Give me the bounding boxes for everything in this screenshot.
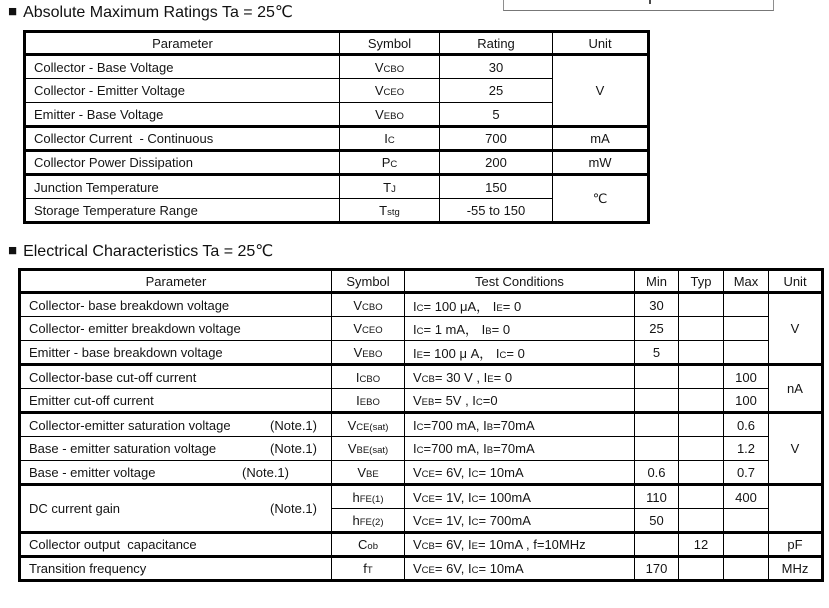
cell-symbol — [332, 341, 405, 365]
cell-test-conditions — [405, 413, 635, 437]
parameter-label: Base - emitter voltage — [29, 464, 156, 480]
symbol-value: ICBO — [355, 369, 381, 385]
min-value: 30 — [649, 297, 664, 313]
unit-value: pF — [787, 537, 803, 552]
symbol-value: TJ — [383, 179, 396, 195]
cell-parameter — [25, 151, 340, 175]
symbol-value: VCEO — [353, 321, 383, 336]
parameter-label: Collector-base cut-off current — [29, 369, 197, 385]
symbol-value: VEBO — [375, 106, 404, 122]
cell-test-conditions — [405, 389, 635, 413]
cell-min — [635, 509, 679, 533]
cell-min — [635, 317, 679, 341]
cell-test-conditions — [405, 317, 635, 341]
cell-typ — [679, 341, 724, 365]
cell-rating — [440, 127, 553, 151]
table-row — [20, 437, 823, 461]
cell-max — [724, 461, 769, 485]
min-value: 50 — [649, 512, 664, 528]
max-value: 400 — [735, 489, 757, 505]
symbol-value: fT — [363, 561, 373, 576]
unit-value: V — [790, 321, 800, 336]
rating-value: 700 — [485, 131, 507, 146]
cell-max — [724, 317, 769, 341]
parameter-label: Transition frequency — [29, 561, 147, 576]
cell-min — [635, 341, 679, 365]
symbol-value: VBE(sat) — [347, 441, 389, 456]
section-title-electrical-characteristics — [8, 241, 273, 261]
header-symbol: Symbol — [340, 32, 440, 55]
cell-rating — [440, 151, 553, 175]
rating-value: 5 — [492, 106, 500, 122]
cell-parameter — [20, 317, 332, 341]
parameter-label: Collector - Base Voltage — [34, 59, 174, 75]
table-row — [25, 55, 649, 79]
cell-rating — [440, 103, 553, 127]
cell-max — [724, 341, 769, 365]
cell-symbol — [340, 103, 440, 127]
table-row — [20, 317, 823, 341]
cell-symbol — [340, 127, 440, 151]
test-conditions-value: VCB= 30 V , IE= 0 — [413, 369, 513, 385]
cell-parameter — [20, 413, 332, 437]
test-conditions-value: VCB= 6V, IE= 10mA , f=10MHz — [413, 537, 586, 552]
table-row — [20, 413, 823, 437]
symbol-value: hFE(1) — [352, 489, 384, 505]
cutoff-text-fragment — [649, 0, 651, 4]
section-title-absolute-maximum-ratings — [8, 2, 293, 22]
cell-typ — [679, 437, 724, 461]
cell-min — [635, 365, 679, 389]
test-conditions-value: VCE= 6V, IC= 10mA — [413, 464, 524, 480]
symbol-value: VCEO — [374, 83, 405, 98]
header-unit: Unit — [553, 32, 649, 55]
cell-symbol — [332, 485, 405, 509]
cell-typ — [679, 533, 724, 557]
cell-typ — [679, 389, 724, 413]
cell-typ — [679, 557, 724, 581]
parameter-label: Collector - Emitter Voltage — [34, 83, 186, 98]
cell-typ — [679, 365, 724, 389]
square-bullet-icon: ■ — [8, 241, 18, 259]
cell-max — [724, 485, 769, 509]
absolute-maximum-ratings-table — [23, 30, 650, 224]
unit-value: ℃ — [592, 190, 608, 206]
cell-test-conditions — [405, 533, 635, 557]
typ-value: 12 — [693, 537, 709, 552]
rating-value: 30 — [488, 59, 504, 75]
cell-min — [635, 293, 679, 317]
cell-parameter — [20, 557, 332, 581]
table-row — [25, 151, 649, 175]
cell-symbol — [332, 461, 405, 485]
table-row — [20, 293, 823, 317]
test-conditions-value: VCE= 1V, IC= 700mA — [413, 512, 531, 528]
cell-unit — [553, 55, 649, 127]
table-row — [20, 557, 823, 581]
cell-unit — [553, 151, 649, 175]
note-reference: (Note.1) — [270, 441, 317, 456]
cell-parameter — [20, 365, 332, 389]
cell-typ — [679, 413, 724, 437]
parameter-label: Collector Power Dissipation — [34, 155, 193, 170]
cell-parameter — [25, 127, 340, 151]
test-conditions-value: IE= 100 μ A， IC= 0 — [413, 345, 525, 361]
header-unit: Unit — [769, 270, 823, 293]
unit-value: mW — [588, 155, 612, 170]
table-row — [20, 389, 823, 413]
min-value: 110 — [646, 489, 667, 505]
cell-parameter — [20, 485, 332, 533]
cell-symbol — [332, 413, 405, 437]
cell-symbol — [340, 199, 440, 223]
unit-value: MHz — [781, 561, 809, 576]
symbol-value: Cob — [358, 537, 378, 552]
cell-parameter — [25, 199, 340, 223]
cell-test-conditions — [405, 509, 635, 533]
unit-value: V — [790, 441, 800, 456]
note-reference: (Note.1) — [270, 501, 317, 516]
cell-rating — [440, 175, 553, 199]
cell-test-conditions — [405, 437, 635, 461]
cell-rating — [440, 79, 553, 103]
cell-parameter — [20, 293, 332, 317]
section-title-text: Absolute Maximum Ratings Ta = 25℃ — [23, 4, 293, 21]
cell-max — [724, 509, 769, 533]
symbol-value: PC — [381, 155, 398, 170]
symbol-value: VBE — [357, 464, 379, 480]
unit-value: nA — [787, 381, 803, 396]
parameter-label: Junction Temperature — [34, 179, 159, 195]
parameter-label: Base - emitter saturation voltage — [29, 441, 217, 456]
max-value: 0.7 — [736, 464, 756, 480]
cell-test-conditions — [405, 341, 635, 365]
parameter-label: Collector Current - Continuous — [34, 131, 214, 146]
cell-unit — [769, 413, 823, 485]
cell-typ — [679, 461, 724, 485]
min-value: 170 — [645, 561, 668, 576]
max-value: 0.6 — [736, 417, 756, 433]
rating-value: 200 — [485, 155, 507, 170]
cell-parameter — [25, 79, 340, 103]
test-conditions-value: VCE= 6V, IC= 10mA — [413, 561, 524, 576]
cell-symbol — [332, 557, 405, 581]
parameter-label: Storage Temperature Range — [34, 202, 198, 218]
cutoff-top-box — [503, 0, 774, 11]
cell-unit — [553, 175, 649, 223]
cell-min — [635, 533, 679, 557]
cell-min — [635, 557, 679, 581]
test-conditions-value: IC=700 mA, IB=70mA — [413, 417, 535, 433]
symbol-value: Tstg — [379, 202, 400, 218]
min-value: 0.6 — [647, 464, 666, 480]
symbol-value: IC — [384, 131, 395, 146]
cell-rating — [440, 199, 553, 223]
cell-test-conditions — [405, 557, 635, 581]
cell-symbol — [332, 509, 405, 533]
parameter-label: Collector- emitter breakdown voltage — [29, 321, 241, 336]
cell-rating — [440, 55, 553, 79]
min-value: 5 — [652, 344, 661, 360]
symbol-value: VCE(sat) — [347, 417, 389, 433]
cell-unit — [553, 127, 649, 151]
symbol-value: VCBO — [353, 297, 383, 313]
cell-parameter — [20, 437, 332, 461]
cell-max — [724, 365, 769, 389]
cell-symbol — [340, 79, 440, 103]
cell-max — [724, 389, 769, 413]
section-title-text: Electrical Characteristics Ta = 25℃ — [23, 243, 274, 260]
test-conditions-value: VEB= 5V , IC=0 — [413, 392, 498, 408]
cell-typ — [679, 317, 724, 341]
table-row — [20, 341, 823, 365]
rating-value: 150 — [485, 179, 507, 195]
cell-min — [635, 389, 679, 413]
test-conditions-value: IC= 100 μA， IE= 0 — [413, 298, 522, 314]
cell-typ — [679, 485, 724, 509]
symbol-value: VCBO — [374, 59, 405, 75]
table-row — [20, 365, 823, 389]
parameter-label: Emitter cut-off current — [29, 392, 154, 408]
test-conditions-value: IC= 1 mA， IB= 0 — [413, 322, 511, 337]
test-conditions-value: IC=700 mA, IB=70mA — [413, 441, 535, 456]
header-test-conditions: Test Conditions — [405, 270, 635, 293]
symbol-value: hFE(2) — [352, 512, 384, 528]
header-symbol: Symbol — [332, 270, 405, 293]
electrical-characteristics-table — [18, 268, 824, 582]
cell-symbol — [340, 151, 440, 175]
max-value: 100 — [735, 392, 757, 408]
rating-value: -55 to 150 — [466, 202, 526, 218]
cell-min — [635, 413, 679, 437]
max-value: 1.2 — [736, 441, 756, 456]
cell-min — [635, 437, 679, 461]
cell-unit — [769, 293, 823, 365]
cell-typ — [679, 293, 724, 317]
unit-value: mA — [590, 131, 610, 146]
header-rating: Rating — [440, 32, 553, 55]
cell-symbol — [332, 365, 405, 389]
cell-parameter — [20, 461, 332, 485]
cell-max — [724, 557, 769, 581]
cell-parameter — [20, 533, 332, 557]
parameter-label: DC current gain — [29, 501, 121, 516]
max-value: 100 — [735, 369, 757, 385]
table-row — [25, 175, 649, 199]
cell-parameter — [25, 55, 340, 79]
square-bullet-icon: ■ — [8, 2, 18, 20]
cell-test-conditions — [405, 485, 635, 509]
cell-test-conditions — [405, 365, 635, 389]
table-header-row — [20, 270, 823, 293]
unit-value: V — [595, 83, 605, 98]
parameter-label: Emitter - base breakdown voltage — [29, 344, 223, 360]
table-row — [20, 485, 823, 509]
cell-parameter — [25, 175, 340, 199]
note-reference: (Note.1) — [242, 464, 289, 480]
cell-typ — [679, 509, 724, 533]
symbol-value: IEBO — [356, 392, 380, 408]
cell-unit — [769, 485, 823, 533]
table-row — [20, 533, 823, 557]
cell-parameter — [25, 103, 340, 127]
cell-test-conditions — [405, 293, 635, 317]
cell-max — [724, 413, 769, 437]
table-row — [25, 127, 649, 151]
cell-parameter — [20, 389, 332, 413]
table-header-row — [25, 32, 649, 55]
cell-max — [724, 293, 769, 317]
parameter-label: Collector-emitter saturation voltage — [29, 417, 231, 433]
cell-symbol — [340, 175, 440, 199]
rating-value: 25 — [488, 83, 504, 98]
cell-symbol — [332, 317, 405, 341]
test-conditions-value: VCE= 1V, IC= 100mA — [413, 489, 531, 505]
cell-symbol — [332, 389, 405, 413]
cell-unit — [769, 365, 823, 413]
table-row — [20, 461, 823, 485]
parameter-label: Collector- base breakdown voltage — [29, 297, 230, 313]
cell-max — [724, 533, 769, 557]
cell-symbol — [332, 533, 405, 557]
parameter-label: Emitter - Base Voltage — [34, 106, 164, 122]
min-value: 25 — [649, 321, 664, 336]
header-parameter: Parameter — [25, 32, 340, 55]
cell-unit — [769, 557, 823, 581]
symbol-value: VEBO — [353, 344, 383, 360]
header-min: Min — [635, 270, 679, 293]
cell-test-conditions — [405, 461, 635, 485]
cell-max — [724, 437, 769, 461]
note-reference: (Note.1) — [270, 417, 317, 433]
cell-min — [635, 461, 679, 485]
header-typ: Typ — [679, 270, 724, 293]
header-parameter: Parameter — [20, 270, 332, 293]
cell-symbol — [340, 55, 440, 79]
parameter-label: Collector output capacitance — [29, 537, 197, 552]
cell-min — [635, 485, 679, 509]
header-max: Max — [724, 270, 769, 293]
cell-symbol — [332, 293, 405, 317]
cell-parameter — [20, 341, 332, 365]
cell-unit — [769, 533, 823, 557]
cell-symbol — [332, 437, 405, 461]
